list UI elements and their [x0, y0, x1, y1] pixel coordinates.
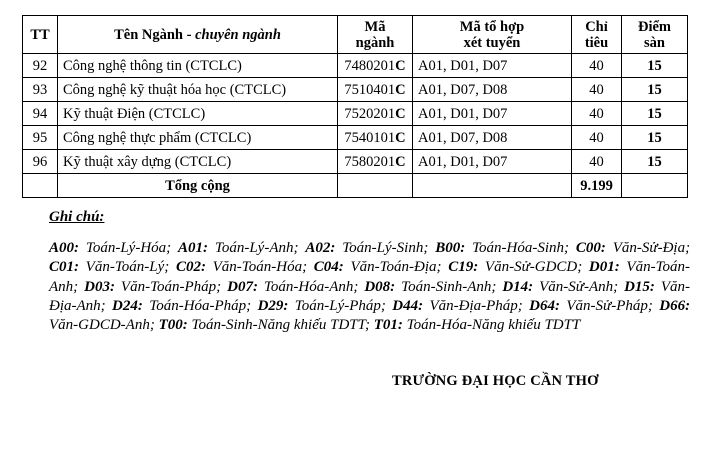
- note-desc: Văn-Sử-Địa;: [612, 240, 691, 256]
- note-item: [502, 279, 618, 295]
- note-item: [178, 240, 298, 256]
- header-major-name: Tên Ngành - chuyên ngành: [58, 16, 338, 54]
- note-desc: Toán-Lý-Sinh;: [342, 240, 429, 256]
- note-item: [314, 259, 442, 275]
- row-tt: 94: [23, 102, 58, 126]
- row-min-score: 15: [622, 150, 688, 174]
- header-tt: TT: [23, 16, 58, 54]
- note-desc: Văn-Toán-Địa;: [350, 259, 442, 276]
- note-item: [435, 240, 569, 256]
- admission-table: [22, 15, 688, 198]
- row-subject-combos: A01, D01, D07: [413, 102, 572, 126]
- row-min-score: 15: [622, 54, 688, 78]
- note-desc: Toán-Sinh-Anh;: [401, 278, 497, 295]
- note-code: D08:: [364, 278, 396, 295]
- note-desc: Văn-Sử-GDCD;: [484, 259, 583, 276]
- header-subject-combos: Mã tổ hợp xét tuyển: [413, 16, 572, 54]
- table-header-row: [23, 16, 688, 54]
- note-item: [576, 240, 690, 256]
- note-desc: Văn-Địa-Anh;: [49, 278, 691, 314]
- note-code: C02:: [175, 259, 206, 276]
- note-code: D29:: [257, 297, 289, 314]
- note-code: D03:: [84, 278, 115, 295]
- table-total-row: [23, 174, 688, 198]
- note-item: [374, 317, 581, 333]
- note-item: [176, 259, 307, 275]
- row-major-code: 7540101C: [338, 126, 413, 150]
- note-item: [227, 279, 358, 295]
- note-desc: Văn-Toán-Lý;: [85, 259, 170, 276]
- row-subject-combos: A01, D07, D08: [413, 78, 572, 102]
- row-quota: 40: [572, 126, 622, 150]
- row-tt: 93: [23, 78, 58, 102]
- note-code: T00:: [158, 317, 188, 334]
- note-code: A00:: [49, 240, 79, 256]
- note-desc: Văn-Sử-Anh;: [539, 278, 619, 295]
- note-desc: Toán-Hóa-Pháp;: [149, 297, 252, 314]
- row-major-name: Kỹ thuật Điện (CTCLC): [58, 102, 338, 126]
- table-row: [23, 150, 688, 174]
- row-min-score: 15: [622, 126, 688, 150]
- row-major-code: 7520201C: [338, 102, 413, 126]
- note-code: D66:: [659, 297, 691, 314]
- note-item: [364, 279, 496, 295]
- row-subject-combos: A01, D01, D07: [413, 150, 572, 174]
- notes-title: Ghi chú:: [49, 209, 105, 225]
- table-row: [23, 126, 688, 150]
- note-item: [112, 298, 251, 314]
- note-desc: Văn-Toán-Pháp;: [120, 278, 222, 295]
- row-min-score: 15: [622, 102, 688, 126]
- note-item: [448, 259, 582, 275]
- row-tt: 95: [23, 126, 58, 150]
- note-item: [305, 240, 428, 256]
- note-code: D01:: [588, 259, 620, 276]
- row-major-name: Kỹ thuật xây dựng (CTCLC): [58, 150, 338, 174]
- table-row: [23, 78, 688, 102]
- note-desc: Văn-Toán-Anh;: [49, 259, 691, 295]
- note-code: D14:: [502, 278, 534, 295]
- note-desc: Toán-Lý-Pháp;: [294, 297, 386, 314]
- note-item: [392, 298, 523, 314]
- note-code: D64:: [529, 297, 560, 314]
- note-code: T01:: [373, 317, 403, 334]
- note-code: C00:: [575, 240, 606, 256]
- note-desc: Văn-Địa-Pháp;: [429, 297, 523, 314]
- note-code: D24:: [112, 297, 143, 314]
- note-desc: Văn-GDCD-Anh;: [49, 317, 155, 334]
- note-desc: Toán-Hóa-Năng khiếu TDTT: [406, 317, 581, 334]
- header-quota: Chỉ tiêu: [572, 16, 622, 54]
- row-major-name: Công nghệ thực phẩm (CTCLC): [58, 126, 338, 150]
- table-row: [23, 54, 688, 78]
- notes-section: [49, 209, 690, 335]
- note-item: [529, 298, 653, 314]
- note-code: A02:: [305, 240, 336, 256]
- note-code: C04:: [313, 259, 344, 276]
- note-code: D15:: [624, 278, 655, 295]
- row-major-code: 7580201C: [338, 150, 413, 174]
- row-quota: 40: [572, 78, 622, 102]
- row-quota: 40: [572, 54, 622, 78]
- row-tt: 96: [23, 150, 58, 174]
- note-code: C01:: [49, 259, 79, 276]
- note-item: [49, 240, 171, 256]
- row-major-name: Công nghệ kỹ thuật hóa học (CTCLC): [58, 78, 338, 102]
- note-item: [84, 279, 221, 295]
- table-row: [23, 102, 688, 126]
- header-major-code: Mã ngành: [338, 16, 413, 54]
- note-item: [258, 298, 386, 314]
- row-min-score: 15: [622, 78, 688, 102]
- note-desc: Văn-Toán-Hóa;: [212, 259, 308, 276]
- row-major-code: 7480201C: [338, 54, 413, 78]
- note-item: [49, 259, 169, 275]
- note-desc: Toán-Lý-Anh;: [214, 240, 299, 256]
- note-code: D07:: [227, 278, 258, 295]
- total-label: Tổng cộng: [58, 174, 338, 198]
- note-code: A01:: [178, 240, 209, 256]
- row-major-name: Công nghệ thông tin (CTCLC): [58, 54, 338, 78]
- row-subject-combos: A01, D01, D07: [413, 54, 572, 78]
- row-major-code: 7510401C: [338, 78, 413, 102]
- note-desc: Toán-Hóa-Anh;: [263, 278, 359, 295]
- row-quota: 40: [572, 150, 622, 174]
- note-item: [159, 317, 370, 333]
- header-min-score: Điểm sàn: [622, 16, 688, 54]
- row-tt: 92: [23, 54, 58, 78]
- note-desc: Văn-Sử-Pháp;: [566, 297, 653, 314]
- note-code: B00:: [435, 240, 466, 256]
- note-desc: Toán-Sinh-Năng khiếu TDTT;: [191, 317, 370, 334]
- total-value: 9.199: [572, 174, 622, 198]
- note-desc: Toán-Hóa-Sinh;: [472, 240, 570, 256]
- row-subject-combos: A01, D07, D08: [413, 126, 572, 150]
- notes-body: [49, 239, 690, 335]
- note-code: D44:: [392, 297, 424, 314]
- note-desc: Toán-Lý-Hóa;: [85, 240, 172, 256]
- note-code: C19:: [448, 259, 479, 276]
- signature: TRƯỜNG ĐẠI HỌC CẦN THƠ: [392, 373, 599, 389]
- row-quota: 40: [572, 102, 622, 126]
